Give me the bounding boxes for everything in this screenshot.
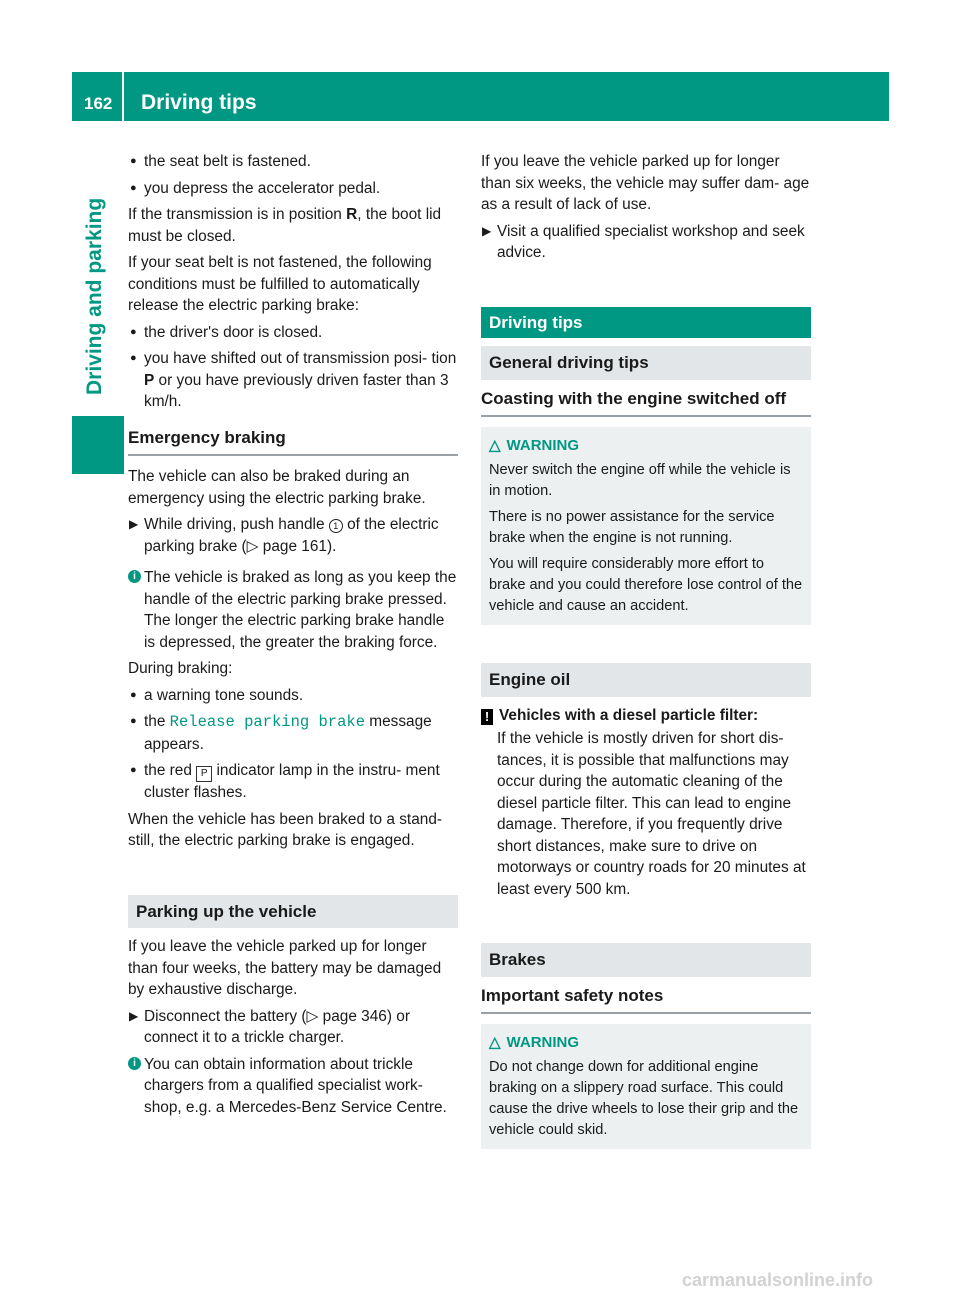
warning-text: You will require considerably more effort to brake and you could therefore lose control of the vehicle and cause an accident.	[489, 556, 803, 614]
exclamation-icon: !	[481, 709, 493, 725]
warning-text: Do not change down for additional engine braking on a slippery road surface. This could cause the drive wheels to lose their grip and the vehicle could skid.	[489, 1059, 799, 1138]
note-title: ! Vehicles with a diesel particle filter:	[481, 705, 811, 727]
parking-brake-lamp-icon: P	[196, 766, 212, 782]
warning-title: △ WARNING	[489, 1034, 580, 1051]
list-item: ● a warning tone sounds.	[128, 685, 458, 707]
section-heading-driving-tips: Driving tips	[481, 307, 811, 339]
page-number: 162	[84, 94, 113, 113]
paragraph: If the transmission is in position R, the boot lid must be closed.	[128, 206, 442, 245]
display-message: Release parking brake	[169, 713, 366, 731]
paragraph: The vehicle can also be braked during an emergency using the electric parking brake.	[128, 468, 426, 507]
bullet-dot-icon: ●	[130, 688, 137, 701]
page-ref-arrow-icon: ▷	[306, 1007, 319, 1025]
right-column	[481, 151, 811, 1149]
paragraph: If you leave the vehicle parked up for longer than six weeks, the vehicle may suffer dam- age as a result of lack of use.	[481, 153, 810, 213]
left-column	[128, 151, 458, 1123]
warning-box	[481, 1024, 811, 1149]
warning-triangle-icon: △	[489, 437, 501, 454]
side-tab-block	[72, 416, 124, 474]
action-step: ▶ Visit a qualified specialist workshop and seek advice.	[482, 222, 805, 261]
info-icon: i	[128, 570, 141, 583]
bullet-dot-icon: ●	[130, 764, 137, 776]
page-ref-arrow-icon: ▷	[246, 537, 259, 555]
list-item: ● you have shifted out of transmission posi- tion P or you have previously driven faster than 3 km/h.	[130, 350, 457, 410]
bullet-dot-icon: ●	[130, 715, 137, 727]
list-item: ● the Release parking brake message appears.	[130, 713, 432, 753]
paragraph: During braking:	[128, 660, 233, 677]
list-item: ● you depress the accelerator pedal.	[128, 178, 458, 200]
arrow-right-icon: ▶	[129, 1008, 139, 1023]
warning-text: There is no power assistance for the service brake when the engine is not running.	[489, 509, 775, 546]
arrow-right-icon: ▶	[482, 223, 492, 238]
note-body: If the vehicle is mostly driven for short dis- tances, it is possible that malfunctions may occur during the automatic cleaning of the diesel particle filter. This can lead to engine damage. Therefore, if you frequently drive short distances, make sure to drive on motorways or country roads for 20 minutes at least every 500 km.	[497, 730, 806, 898]
info-note: i You can obtain information about trickle chargers from a qualified specialist work- shop, e.g. a Mercedes-Benz Service Centre.	[128, 1054, 458, 1119]
bullet-dot-icon: ●	[130, 181, 137, 194]
handle-1-icon: 1	[329, 519, 343, 533]
section-heading-parking: Parking up the vehicle	[128, 895, 458, 929]
paragraph: If your seat belt is not fastened, the following conditions must be fulfilled to automatically release the electric parking brake:	[128, 254, 432, 314]
warning-text: Never switch the engine off while the vehicle is in motion.	[489, 462, 791, 499]
paragraph: If you leave the vehicle parked up for longer than four weeks, the battery may be damaged by exhaustive discharge.	[128, 938, 442, 998]
section-heading-emergency: Emergency braking	[128, 427, 458, 457]
section-heading-brakes: Brakes	[481, 943, 811, 977]
info-note: i The vehicle is braked as long as you keep the handle of the electric parking brake pressed. The longer the electric parking brake handle is depressed, the greater the braking force.	[128, 567, 458, 653]
list-item: ● the red P indicator lamp in the instru- ment cluster flashes.	[130, 762, 440, 801]
section-heading-engine-oil: Engine oil	[481, 663, 811, 697]
action-step: ▶ Disconnect the battery (▷ page 346) or connect it to a trickle charger.	[129, 1007, 410, 1046]
action-step: ▶ While driving, push handle 1 of the electric parking brake (▷ page 161).	[129, 516, 439, 555]
bullet-dot-icon: ●	[130, 352, 137, 364]
arrow-right-icon: ▶	[129, 517, 139, 531]
warning-triangle-icon: △	[489, 1034, 501, 1051]
bullet-dot-icon: ●	[130, 325, 137, 338]
watermark-footer: carmanualsonline.info	[682, 1270, 874, 1290]
info-icon: i	[128, 1057, 141, 1070]
list-item: ● the seat belt is fastened.	[128, 151, 458, 173]
bullet-dot-icon: ●	[130, 155, 137, 167]
section-heading-safety: Important safety notes	[481, 985, 811, 1015]
section-heading-coasting: Coasting with the engine switched off	[481, 388, 811, 418]
list-item: ● the driver's door is closed.	[128, 322, 458, 344]
paragraph: When the vehicle has been braked to a stand- still, the electric parking brake is engaged.	[128, 810, 442, 849]
side-section-label: Driving and parking	[83, 197, 106, 395]
section-heading-general: General driving tips	[481, 346, 811, 380]
warning-box	[481, 427, 811, 625]
warning-title: △ WARNING	[489, 437, 580, 454]
page-title: Driving tips	[141, 91, 257, 114]
